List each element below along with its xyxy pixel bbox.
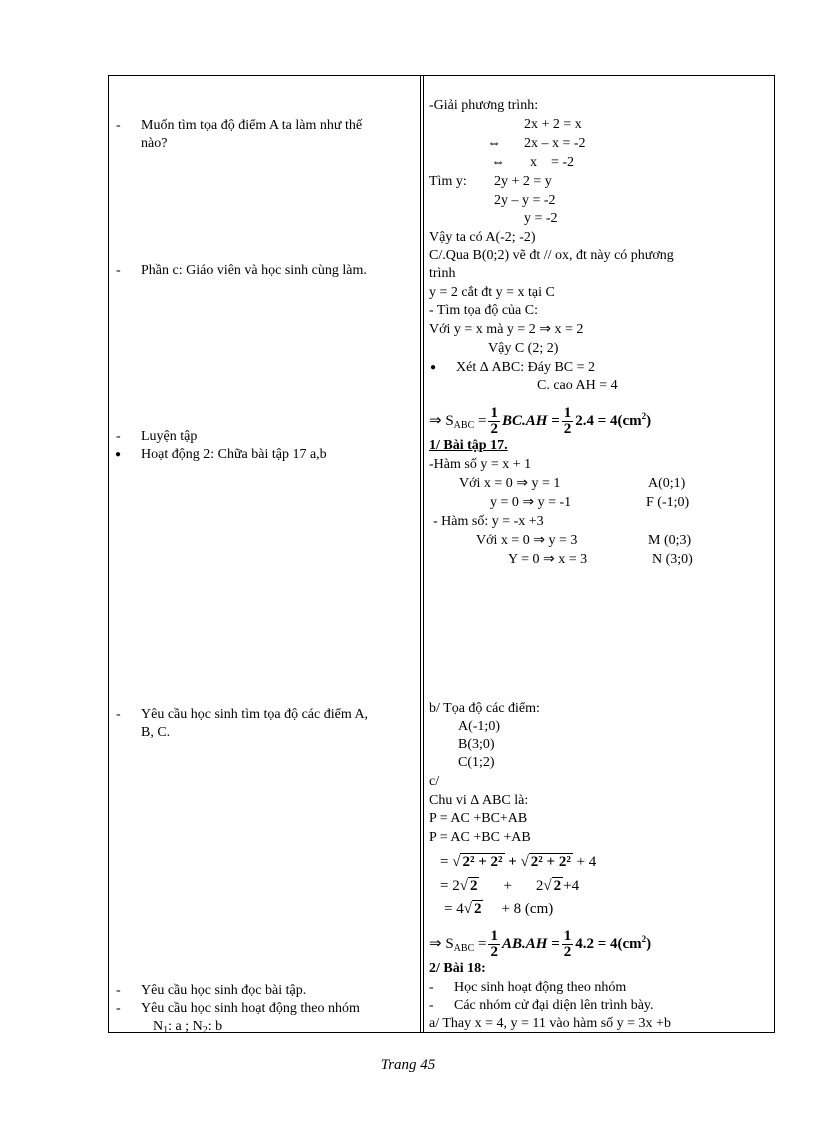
point-label: B(3;0)	[458, 737, 495, 752]
heading-exercise-17: 1/ Bài tập 17.	[429, 438, 508, 453]
point-label: N (3;0)	[652, 552, 693, 567]
equation-line: y = -2	[524, 211, 558, 226]
left-group-work: - Yêu cầu học sinh hoạt động theo nhóm	[141, 1000, 360, 1018]
equation-line: x = -2	[530, 155, 575, 170]
column-divider	[420, 76, 424, 1032]
text-line: Vậy C (2; 2)	[488, 341, 559, 356]
text-line: y = 2 cắt đt y = x tại C	[429, 285, 555, 300]
text-line: P = AC +BC +AB	[429, 830, 531, 845]
function-line: y = 0 ⇒ y = -1	[490, 495, 572, 510]
text-line: trình	[429, 266, 456, 281]
equiv-symbol: ⇔	[491, 155, 505, 170]
left-question-1: - Muốn tìm tọa độ điểm A ta làm như thế	[141, 117, 362, 135]
function-line: -Hàm số y = x + 1	[429, 457, 532, 472]
left-question-coords: - Yêu cầu học sinh tìm tọa độ các điểm A,	[141, 706, 368, 724]
text-line: C/.Qua B(0;2) vẽ đt // ox, đt này có phương	[429, 248, 674, 263]
left-practice: - Luyện tập	[141, 428, 197, 446]
left-groups: $N_1$: a ; $N_2$: b	[153, 1019, 223, 1036]
text-line: Chu vi Δ ABC là:	[429, 793, 529, 808]
text-line: Với y = x mà y = 2 ⇒ x = 2	[429, 322, 584, 337]
left-part-c: - Phần c: Giáo viên và học sinh cùng làm.	[141, 262, 367, 280]
left-question-coords-cont: B, C.	[141, 725, 171, 740]
equation-line: 2y + 2 = y	[494, 174, 552, 189]
find-y-label: Tìm y:	[429, 174, 467, 189]
heading-exercise-18: 2/ Bài 18:	[429, 961, 486, 976]
equation-line: 2x – x = -2	[524, 136, 586, 151]
function-line: Với x = 0 ⇒ y = 1	[459, 476, 561, 491]
equation-line: 2y – y = -2	[494, 193, 556, 208]
perimeter-line-2: = 2√ 2 + 2√ 2 +4	[440, 878, 580, 894]
text-line: - Học sinh hoạt động theo nhóm	[454, 979, 626, 997]
text-line: c/	[429, 774, 440, 789]
perimeter-sqrt-line: = √ 2² + 2² + √ 2² + 2² + 4	[440, 854, 597, 870]
text-line: - Tìm tọa độ của C:	[429, 303, 538, 318]
point-label: C(1;2)	[458, 755, 495, 770]
function-line: - Hàm số: y = -x +3	[433, 514, 544, 529]
left-activity-2: ● Hoạt động 2: Chữa bài tập 17 a,b	[141, 446, 327, 464]
left-read-exercise: - Yêu cầu học sinh đọc bài tập.	[141, 982, 306, 1000]
left-question-1-cont: nào?	[141, 136, 168, 151]
text-line: - Các nhóm cử đại diện lên trình bày.	[454, 997, 654, 1015]
perimeter-line-3: = 4√ 2 + 8 (cm)	[444, 901, 554, 917]
page-footer: Trang 45	[380, 1057, 436, 1073]
solve-equation-label: -Giải phương trình:	[429, 98, 539, 113]
text-line: P = AC +BC+AB	[429, 811, 528, 826]
text-line: a/ Thay x = 4, y = 11 vào hàm số y = 3x +b	[429, 1016, 671, 1031]
area-formula-1: ⇒ $S_{ABC}$ = $\frac{1}{2}$ BC.AH = $\frac{1}{2}$ $2.4 = 4(cm^2)$	[429, 405, 652, 438]
result-line: Vậy ta có A(-2; -2)	[429, 230, 536, 245]
coords-heading: b/ Tọa độ các điểm:	[429, 701, 540, 716]
point-label: A(0;1)	[648, 476, 686, 491]
point-label: A(-1;0)	[458, 719, 500, 734]
equation-line: 2x + 2 = x	[524, 117, 582, 132]
point-label: F (-1;0)	[646, 495, 690, 510]
equiv-symbol: ⇔	[487, 136, 501, 151]
text-line: C. cao AH = 4	[537, 378, 618, 393]
function-line: Y = 0 ⇒ x = 3	[508, 552, 588, 567]
point-label: M (0;3)	[648, 533, 692, 548]
text-line: ● Xét Δ ABC: Đáy BC = 2	[456, 359, 595, 377]
area-formula-2: ⇒ $S_{ABC}$ = $\frac{1}{2}$ AB.AH = $\frac{1}{2}$ $4.2 = 4(cm^2)$	[429, 928, 652, 961]
function-line: Với x = 0 ⇒ y = 3	[476, 533, 578, 548]
